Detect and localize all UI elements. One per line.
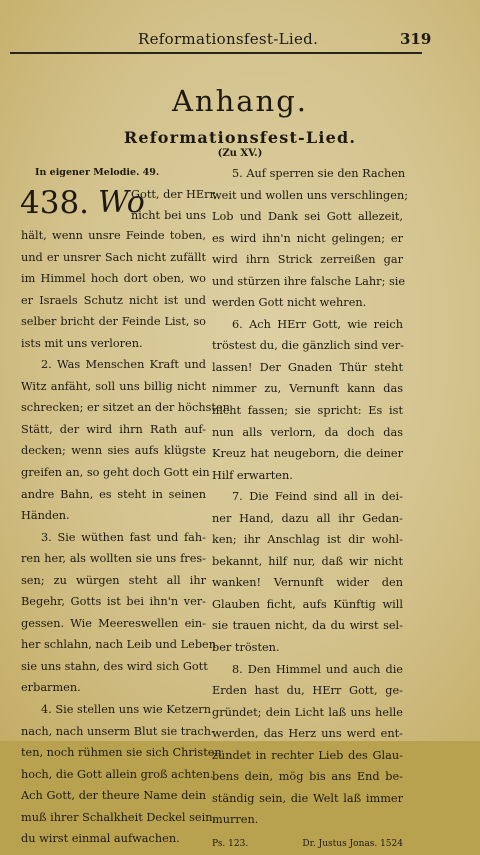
text-line: Glauben ficht, aufs Künftig will [212, 597, 403, 611]
hymn-number: 438. [20, 185, 90, 221]
text-line: weit und wollen uns verschlingen; [212, 188, 409, 202]
text-line: Begehr, Gotts ist bei ihn'n ver- [21, 595, 206, 609]
drop-cap: Wo [98, 185, 145, 220]
text-line: er Israels Schutz nicht ist und [21, 293, 206, 307]
author-credit: Dr. Justus Jonas. 1524 [302, 838, 403, 849]
text-line: ständig sein, die Welt laß immer [212, 791, 403, 805]
section-title: Reformationsfest-Lied. [123, 128, 357, 147]
text-line: Ach Gott, der theure Name dein [21, 789, 206, 803]
text-line: gründet; dein Licht laß uns helle [212, 705, 403, 719]
text-line: 5. Auf sperren sie den Rachen [232, 167, 406, 180]
text-line: 2. Was Menschen Kraft und [41, 358, 206, 372]
text-line: wanken! Vernunft wider den [212, 576, 403, 590]
text-line: und er unsrer Sach nicht zufällt [21, 250, 206, 264]
text-line: werden Gott nicht wehren. [212, 296, 367, 310]
text-line: du wirst einmal aufwachen. [21, 832, 180, 846]
text-line: andre Bahn, es steht in seinen [21, 487, 206, 501]
hymn-attribution [212, 831, 403, 853]
text-line: ists mit uns verloren. [21, 336, 143, 350]
text-line: her schlahn, nach Leib und Leben [21, 638, 217, 652]
appendix-title: Anhang. [171, 84, 309, 118]
text-line: 4. Sie stellen uns wie Ketzern [41, 703, 211, 717]
text-line: hält, wenn unsre Feinde toben, [21, 229, 206, 242]
text-line: 6. Ach HErr Gott, wie reich [232, 317, 403, 331]
text-line: nicht fassen; sie spricht: Es ist [212, 404, 403, 418]
text-line: sen; zu würgen steht all ihr [21, 573, 206, 587]
text-line: lassen! Der Gnaden Thür steht [212, 360, 403, 374]
text-line: bekannt, hilf nur, daß wir nicht [212, 554, 403, 568]
text-line: 7. Die Feind sind all in dei- [232, 490, 403, 504]
text-line: es wird ihn'n nicht gelingen; er [212, 231, 403, 245]
text-line: selber bricht der Feinde List, so [21, 315, 206, 329]
text-line: ber trösten. [212, 641, 280, 655]
melody-note: In eigener Melodie. 49. [35, 167, 160, 178]
text-line: ren her, als wollten sie uns fres- [21, 552, 206, 566]
text-line: schrecken; er sitzet an der höchsten [21, 401, 230, 415]
text-line: hoch, die Gott allein groß achten. [21, 767, 214, 781]
text-line: nun alls verlorn, da doch das [212, 425, 403, 439]
text-line: Witz anfäht, soll uns billig nicht [21, 379, 206, 393]
text-line: im Himmel hoch dort oben, wo [21, 272, 206, 286]
right-column [212, 163, 409, 853]
text-line: Hilf erwarten. [212, 468, 293, 482]
text-line: und stürzen ihre falsche Lahr; sie [212, 274, 406, 288]
text-line: wird ihrn Strick zerreißen gar [212, 253, 403, 267]
text-line: nach, nach unserm Blut sie trach- [21, 724, 215, 738]
page-number: 319 [400, 30, 432, 48]
text-line: zündet in rechter Lieb des Glau- [212, 748, 403, 762]
text-line: gessen. Wie Meereswellen ein- [21, 616, 206, 630]
text-line: werden, das Herz uns werd ent- [212, 727, 403, 741]
text-line: ken; ihr Anschlag ist dir wohl- [212, 533, 403, 547]
text-line: ner Hand, dazu all ihr Gedan- [212, 511, 403, 525]
text-line: erbarmen. [21, 681, 81, 695]
section-subtitle: (Zu XV.) [217, 148, 263, 159]
text-line: nicht bei uns [131, 209, 206, 222]
text-line: Kreuz hat neugeborn, die deiner [212, 447, 403, 461]
text-line: 3. Sie wüthen fast und fah- [41, 530, 206, 544]
text-line: sie trauen nicht, da du wirst sel- [212, 619, 403, 633]
text-line: greifen an, so geht doch Gott ein [21, 466, 210, 480]
text-line: Erden hast du, HErr Gott, ge- [212, 684, 403, 698]
text-line: bens dein, mög bis ans End be- [212, 770, 403, 784]
text-line: decken; wenn sies aufs klügste [21, 444, 206, 458]
text-line: muß ihrer Schalkheit Deckel sein, [21, 810, 217, 824]
psalm-reference: Ps. 123. [212, 838, 249, 849]
text-line: 8. Den Himmel und auch die [232, 662, 403, 676]
text-line: nimmer zu, Vernunft kann das [212, 382, 403, 396]
running-header-title: Reformationsfest-Lied. [138, 30, 319, 48]
text-line: murren. [212, 813, 259, 827]
text-line: Händen. [21, 509, 70, 523]
text-line: Stätt, der wird ihrn Rath auf- [21, 422, 206, 436]
hymn-opening [20, 183, 218, 225]
text-line: Lob und Dank sei Gott allezeit, [212, 210, 403, 224]
text-line: ten, noch rühmen sie sich Christen [21, 746, 222, 760]
text-line: tröstest du, die gänzlich sind ver- [212, 339, 404, 353]
left-column [20, 163, 230, 850]
text-line: Gott, der HErr, [131, 188, 218, 201]
text-line: sie uns stahn, des wird sich Gott [21, 659, 208, 673]
header-rule [10, 52, 422, 54]
